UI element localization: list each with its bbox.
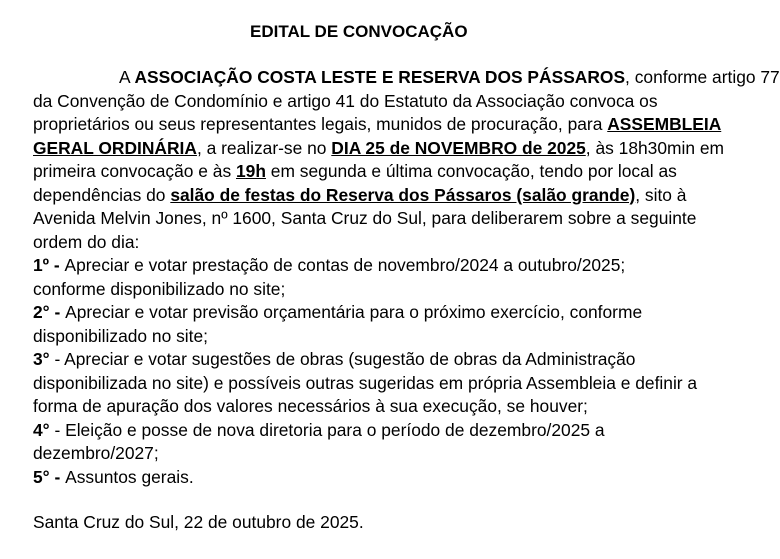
meeting-date: DIA 25 de NOVEMBRO de 2025 <box>331 137 586 158</box>
agenda-item-2 <box>33 301 733 348</box>
agenda-text: Assuntos gerais. <box>65 466 194 487</box>
association-name: ASSOCIAÇÃO COSTA LESTE E RESERVA DOS PÁSSAROS <box>134 67 626 87</box>
agenda-line: disponibilizada no site) e possíveis outras sugeridas em própria Assembleia e definir a <box>33 372 698 393</box>
closing-date-line: Santa Cruz do Sul, 22 de outubro de 2025. <box>33 512 364 532</box>
intro-line-2: da Convenção de Condomínio e artigo 41 do Estatuto da Associação convoca os <box>33 90 658 111</box>
agenda-line: disponibilizado no site; <box>33 325 208 346</box>
agenda-line: forma de apuração dos valores necessários à sua execução, se houver; <box>33 396 588 416</box>
intro-line-4 <box>33 137 733 161</box>
intro-text: , conforme artigo 77 <box>625 67 780 87</box>
agenda-text: - Apreciar e votar sugestões de obras (sugestão de obras da Administração <box>49 349 636 369</box>
document-body <box>33 66 780 535</box>
agenda-line <box>33 254 733 278</box>
agenda-number: 3° <box>33 349 50 369</box>
spacer <box>33 489 733 511</box>
agenda-number: 1º - <box>33 255 65 275</box>
agenda-text: - Eleição e posse de nova diretoria para o período de dezembro/2025 a <box>49 419 605 440</box>
agenda-line <box>33 419 733 443</box>
agenda-text: Apreciar e votar previsão orçamentária para o próximo exercício, conforme <box>65 302 643 322</box>
agenda-line <box>33 466 733 490</box>
intro-line-3 <box>33 113 733 137</box>
intro-line-8: ordem do dia: <box>33 231 140 252</box>
agenda-text: Apreciar e votar prestação de contas de novembro/2024 a outubro/2025; <box>64 255 626 275</box>
meeting-time: 19h <box>236 161 266 181</box>
intro-text: A <box>119 67 135 87</box>
agenda-item-4 <box>33 419 733 466</box>
agenda-line: dezembro/2027; <box>33 443 159 463</box>
intro-text: , a realizar-se no <box>196 137 332 158</box>
intro-line-5 <box>33 160 733 184</box>
agenda-item-5 <box>33 466 733 490</box>
assembly-label: ASSEMBLEIA <box>607 114 722 134</box>
agenda-number: 4° <box>33 419 50 440</box>
agenda-line <box>33 301 733 325</box>
intro-text: primeira convocação e às <box>33 161 236 181</box>
document-title: EDITAL DE CONVOCAÇÃO <box>250 22 468 41</box>
agenda-item-3 <box>33 348 733 419</box>
agenda-line: conforme disponibilizado no site; <box>33 278 286 299</box>
intro-text: em segunda e última convocação, tendo por local as <box>265 161 677 181</box>
intro-line-1 <box>33 66 780 90</box>
intro-text: dependências do <box>33 184 171 205</box>
assembly-label-continued: GERAL ORDINÁRIA <box>33 137 197 158</box>
intro-text: proprietários ou seus representantes legais, munidos de procuração, para <box>33 114 608 134</box>
agenda-number: 2° - <box>33 302 66 322</box>
agenda-number: 5° - <box>33 466 66 487</box>
intro-text: , às 18h30min em <box>585 137 725 158</box>
intro-line-7: Avenida Melvin Jones, nº 1600, Santa Cruz do Sul, para deliberarem sobre a seguinte <box>33 208 697 228</box>
agenda-item-1 <box>33 254 733 301</box>
intro-text: , sito à <box>635 184 687 205</box>
intro-line-6 <box>33 184 733 208</box>
meeting-venue: salão de festas do Reserva dos Pássaros (salão grande) <box>170 184 636 205</box>
agenda-line <box>33 348 733 372</box>
